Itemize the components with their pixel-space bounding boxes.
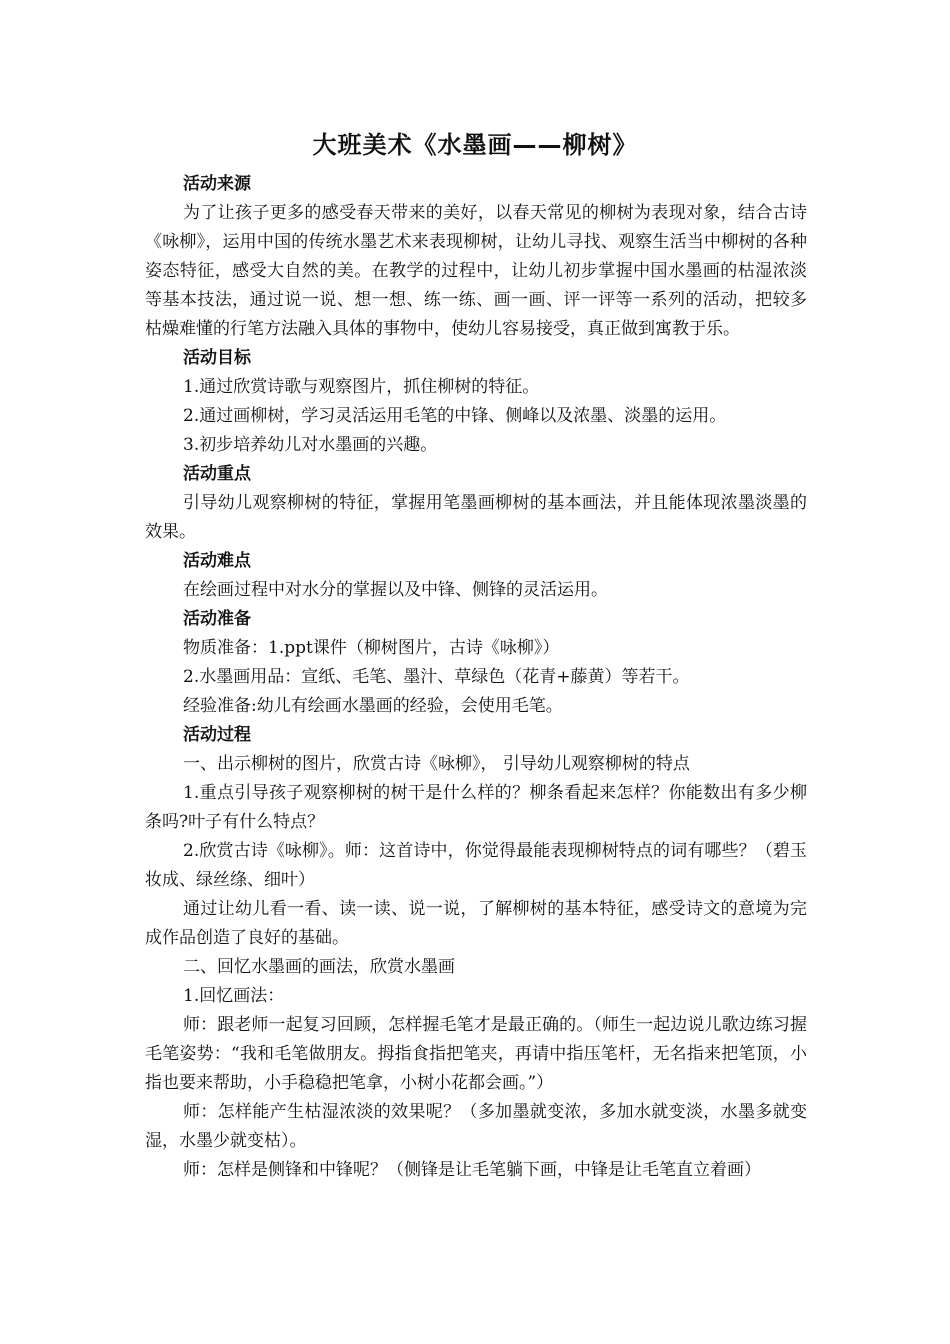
paragraph: 2.水墨画用品：宣纸、毛笔、墨汁、草绿色（花青+藤黄）等若干。	[183, 667, 690, 687]
paragraph: 师：跟老师一起复习回顾，怎样握毛笔才是最正确的。（师生一起边说儿歌边练习握毛笔姿势：“我和毛笔做朋友。拇指食指把笔夹，再请中指压笔杆，无名指来把笔顶，小指也要来帮助，小手稳稳把笔拿，小树小花都会画。”）	[145, 1015, 807, 1093]
paragraph: 物质准备：1.ppt课件（柳树图片，古诗《咏柳》）	[183, 638, 560, 658]
section-heading: 活动难点	[183, 551, 251, 571]
paragraph: 1.重点引导孩子观察柳树的树干是什么样的？柳条看起来怎样？你能数出有多少柳条吗?叶子有什么特点？	[145, 783, 807, 832]
paragraph: 1.通过欣赏诗歌与观察图片，抓住柳树的特征。	[183, 377, 540, 397]
paragraph: 师：怎样能产生枯湿浓淡的效果呢？（多加墨就变浓，多加水就变淡，水墨多就变湿，水墨少就变枯）。	[145, 1102, 807, 1151]
paragraph: 引导幼儿观察柳树的特征，掌握用笔墨画柳树的基本画法，并且能体现浓墨淡墨的效果。	[145, 493, 807, 542]
section-heading: 活动过程	[183, 725, 251, 745]
paragraph: 3.初步培养幼儿对水墨画的兴趣。	[183, 435, 438, 455]
paragraph: 通过让幼儿看一看、读一读、说一说，了解柳树的基本特征，感受诗文的意境为完成作品创造了良好的基础。	[145, 899, 807, 948]
section-heading: 活动重点	[183, 464, 251, 484]
paragraph: 二、回忆水墨画的画法，欣赏水墨画	[183, 957, 455, 977]
section-heading: 活动目标	[183, 348, 251, 368]
paragraph: 经验准备:幼儿有绘画水墨画的经验，会使用毛笔。	[183, 696, 563, 716]
paragraph: 为了让孩子更多的感受春天带来的美好，以春天常见的柳树为表现对象，结合古诗《咏柳》，运用中国的传统水墨艺术来表现柳树，让幼儿寻找、观察生活当中柳树的各种姿态特征，感受大自然的美。在教学的过程中，让幼儿初步掌握中国水墨画的枯湿浓淡等基本技法，通过说一说、想一想、练一练、画一画、评一评等一系列的活动，把较多枯燥难懂的行笔方法融入具体的事物中，使幼儿容易接受，真正做到寓教于乐。	[145, 203, 807, 339]
document-body	[145, 170, 807, 1185]
paragraph: 一、出示柳树的图片，欣赏古诗《咏柳》， 引导幼儿观察柳树的特点	[183, 754, 690, 774]
page-title: 大班美术《水墨画——柳树》	[312, 131, 638, 159]
section-heading: 活动来源	[183, 174, 251, 194]
paragraph: 1.回忆画法：	[183, 986, 285, 1006]
paragraph: 师：怎样是侧锋和中锋呢？（侧锋是让毛笔躺下画，中锋是让毛笔直立着画）	[183, 1160, 761, 1180]
section-heading: 活动准备	[183, 609, 251, 629]
paragraph: 在绘画过程中对水分的掌握以及中锋、侧锋的灵活运用。	[183, 580, 608, 600]
paragraph: 2.通过画柳树，学习灵活运用毛笔的中锋、侧峰以及浓墨、淡墨的运用。	[183, 406, 727, 426]
paragraph: 2.欣赏古诗《咏柳》。师：这首诗中，你觉得最能表现柳树特点的词有哪些？（碧玉妆成、绿丝绦、细叶）	[145, 841, 807, 890]
